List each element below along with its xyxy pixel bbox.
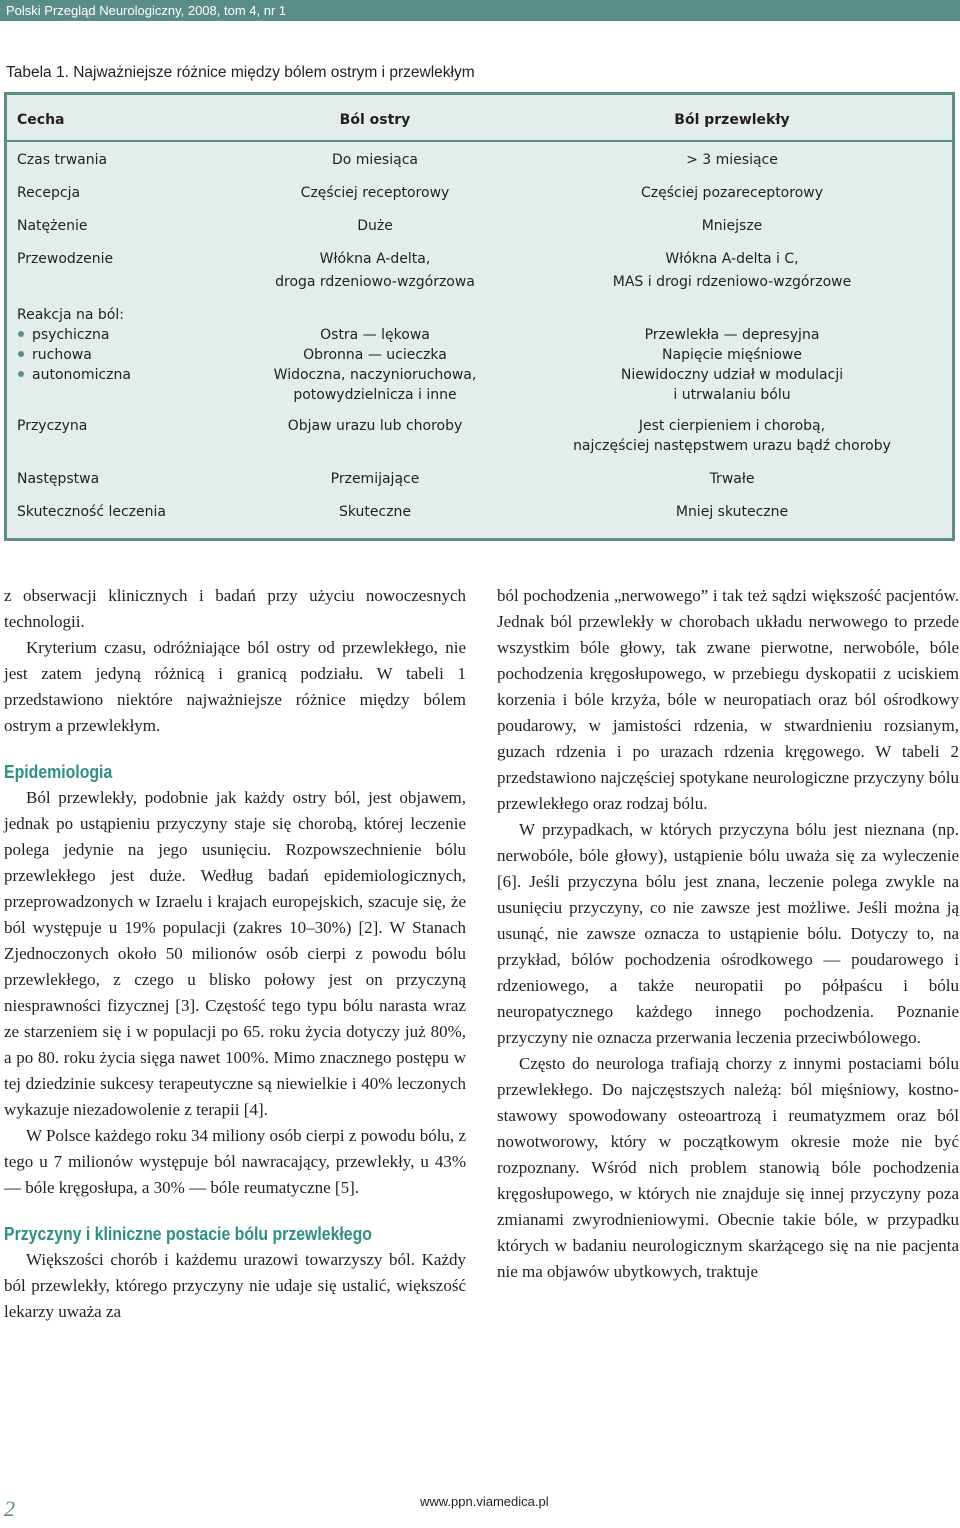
right-column <box>497 583 959 1285</box>
row-consequences-acute: Przemijające <box>330 471 420 487</box>
row-conduction-label: Przewodzenie <box>17 251 114 267</box>
col-header-feature: Cecha <box>17 112 65 128</box>
row-duration-acute: Do miesiąca <box>332 152 418 168</box>
row-consequences-chronic: Trwałe <box>709 471 755 487</box>
reaction-sub-psychic: psychiczna <box>17 325 131 345</box>
bullet-icon <box>18 331 24 337</box>
table-caption: Tabela 1. Najważniejsze różnice między bólem ostrym i przewlekłym <box>6 64 475 81</box>
row-consequences-label: Następstwa <box>17 471 100 487</box>
row-cause-acute: Objaw urazu lub choroby <box>287 418 463 434</box>
bullet-icon <box>18 371 24 377</box>
paragraph: W Polsce każdego roku 34 miliony osób cierpi z powodu bólu, z tego u 7 milionów występuje ból nawracający, przewlekły, u 43% — bóle kręgosłupa, a 30% — bóle reumatyczne [5]. <box>4 1126 466 1197</box>
row-efficacy-chronic: Mniej skuteczne <box>675 504 789 520</box>
col-header-acute: Ból ostry <box>339 112 411 128</box>
row-duration-label: Czas trwania <box>17 152 108 168</box>
reaction-sub-motor: ruchowa <box>17 345 131 365</box>
row-conduction-acute: Włókna A-delta, droga rdzeniowo-wzgórzowa <box>275 251 475 290</box>
header-rule <box>7 140 952 142</box>
bullet-icon <box>18 351 24 357</box>
footer-url: www.ppn.viamedica.pl <box>420 1494 549 1509</box>
running-head <box>0 0 960 21</box>
row-conduction-chronic: Włókna A-delta i C, MAS i drogi rdzeniowo-wzgórzowe <box>612 251 852 290</box>
paragraph: ból pochodzenia „nerwowego” i tak też sądzi większość pacjentów. Jednak ból przewlekły w chorobach układu nerwowego to przede wszystkim bóle głowy, tak zwane pierwotne, nerwobóle, bóle pochodzenia kręgosłupowego, w przebiegu dyskopatii z uciskiem korzenia i bóle krzyża, bóle w neuropatiach oraz ból ośrodkowy poudarowy, w jamistości rdzenia, w stwardnieniu rozsianym, guzach rdzenia i po urazach rdzenia kręgowego. W tabeli 2 przedstawiono najczęściej spotykane neurologiczne przyczyny bólu przewlekłego oraz rodzaj bólu. <box>497 586 959 813</box>
paragraph: Często do neurologa trafiają chorzy z innymi postaciami bólu przewlekłego. Do najczęstszych należą: ból mięśniowy, kostno-stawowy spowodowany osteoartrozą i reumatyzmem oraz ból nowotworowy, który w początkowym okresie może nie być rozpoznany. Wśród nich problem stanowią bóle pochodzenia kręgosłupowego, w których nie znajduje się innej przyczyny poza zmianami zwyrodnieniowymi. Obecnie takie bóle, w przypadku których w badaniu neurologicznym skarżącego się na nie pacjenta nie ma objawów ubytkowych, traktuje <box>497 1054 959 1281</box>
paragraph: Kryterium czasu, odróżniające ból ostry od przewlekłego, nie jest zatem jedyną różnicą i granicą podziału. W tabeli 1 przedstawiono niektóre najważniejsze różnice między bólem ostrym a przewlekłym. <box>4 638 466 735</box>
row-efficacy-label: Skuteczność leczenia <box>17 504 166 520</box>
row-cause-chronic: Jest cierpieniem i chorobą, najczęściej następstwem urazu bądź choroby <box>573 418 891 454</box>
row-intensity-acute: Duże <box>357 218 393 234</box>
reaction-sub-autonomic: autonomiczna <box>17 365 131 385</box>
row-reception-chronic: Częściej pozareceptorowy <box>640 185 823 201</box>
page-number: 2 <box>4 1496 15 1521</box>
row-reception-label: Recepcja <box>17 185 81 201</box>
section-heading-epidemiology: Epidemiologia <box>4 762 113 782</box>
row-intensity-chronic: Mniejsze <box>701 218 763 234</box>
paragraph: z obserwacji klinicznych i badań przy użyciu nowoczesnych technologii. <box>4 586 466 631</box>
row-reception-acute: Częściej receptorowy <box>300 185 450 201</box>
row-reaction-acute: Ostra — lękowa Obronna — ucieczka Widoczna, naczynioruchowa, potowydzielnicza i inne <box>273 327 477 403</box>
row-efficacy-acute: Skuteczne <box>338 504 412 520</box>
row-reaction-label: Reakcja na ból: psychiczna ruchowa autonomiczna <box>17 307 131 383</box>
left-column <box>4 583 466 1325</box>
paragraph: W przypadkach, w których przyczyna bólu jest nieznana (np. nerwobóle, bóle głowy), ustąpienie bólu uważa się za wyleczenie [6]. Jeśli przyczyna bólu jest znana, leczenie polega zwykle na usunięciu przyczyny, co nie zawsze jest możliwe. Jeśli można ją usunąć, nie zawsze oznacza to ustąpienie bólu. Dotyczy to, na przykład, bólów pochodzenia ośrodkowego — poudarowego i rdzeniowego, a także neuropatii po półpaścu i bólu neuropatycznego każdego innego pochodzenia. Poznanie przyczyny nie oznacza przerwania leczenia przeciwbólowego. <box>497 820 959 1047</box>
section-heading-causes: Przyczyny i kliniczne postacie bólu przewlekłego <box>4 1224 372 1244</box>
row-cause-label: Przyczyna <box>17 418 88 434</box>
paragraph: Ból przewlekły, podobnie jak każdy ostry ból, jest objawem, jednak po ustąpieniu przyczyny staje się chorobą, której leczenie polega jedynie na jego usunięciu. Rozpowszechnienie bólu przewlekłego jest duże. Według badań epidemiologicznych, przeprowadzonych w Izraelu i krajach europejskich, szacuje się, że ból występuje u 19% populacji (zakres 10–30%) [2]. W Stanach Zjednoczonych około 50 milionów osób cierpi z powodu bólu przewlekłego, z czego u blisko połowy jest on przyczyną niesprawności fizycznej [3]. Częstość tego typu bólu narasta wraz ze starzeniem się i w populacji po 65. roku życia dotyczy już 80%, a po 80. roku życia sięga nawet 100%. Mimo znacznego postępu w tej dziedzinie sukcesy terapeutyczne są niewielkie i 40% leczonych wykazuje niezadowolenie z terapii [4]. <box>4 788 466 1119</box>
row-duration-chronic: > 3 miesiące <box>686 152 778 168</box>
paragraph: Większości chorób i każdemu urazowi towarzyszy ból. Każdy ból przewlekły, którego przyczyny nie udaje się ustalić, większość lekarzy uważa za <box>4 1250 466 1321</box>
comparison-table <box>4 92 955 541</box>
row-intensity-label: Natężenie <box>17 218 88 234</box>
row-reaction-chronic: Przewlekła — depresyjna Napięcie mięśniowe Niewidoczny udział w modulacji i utrwalaniu bólu <box>620 327 844 403</box>
journal-title: Polski Przegląd Neurologiczny, 2008, tom 4, nr 1 <box>6 3 287 18</box>
col-header-chronic: Ból przewlekły <box>674 112 790 128</box>
